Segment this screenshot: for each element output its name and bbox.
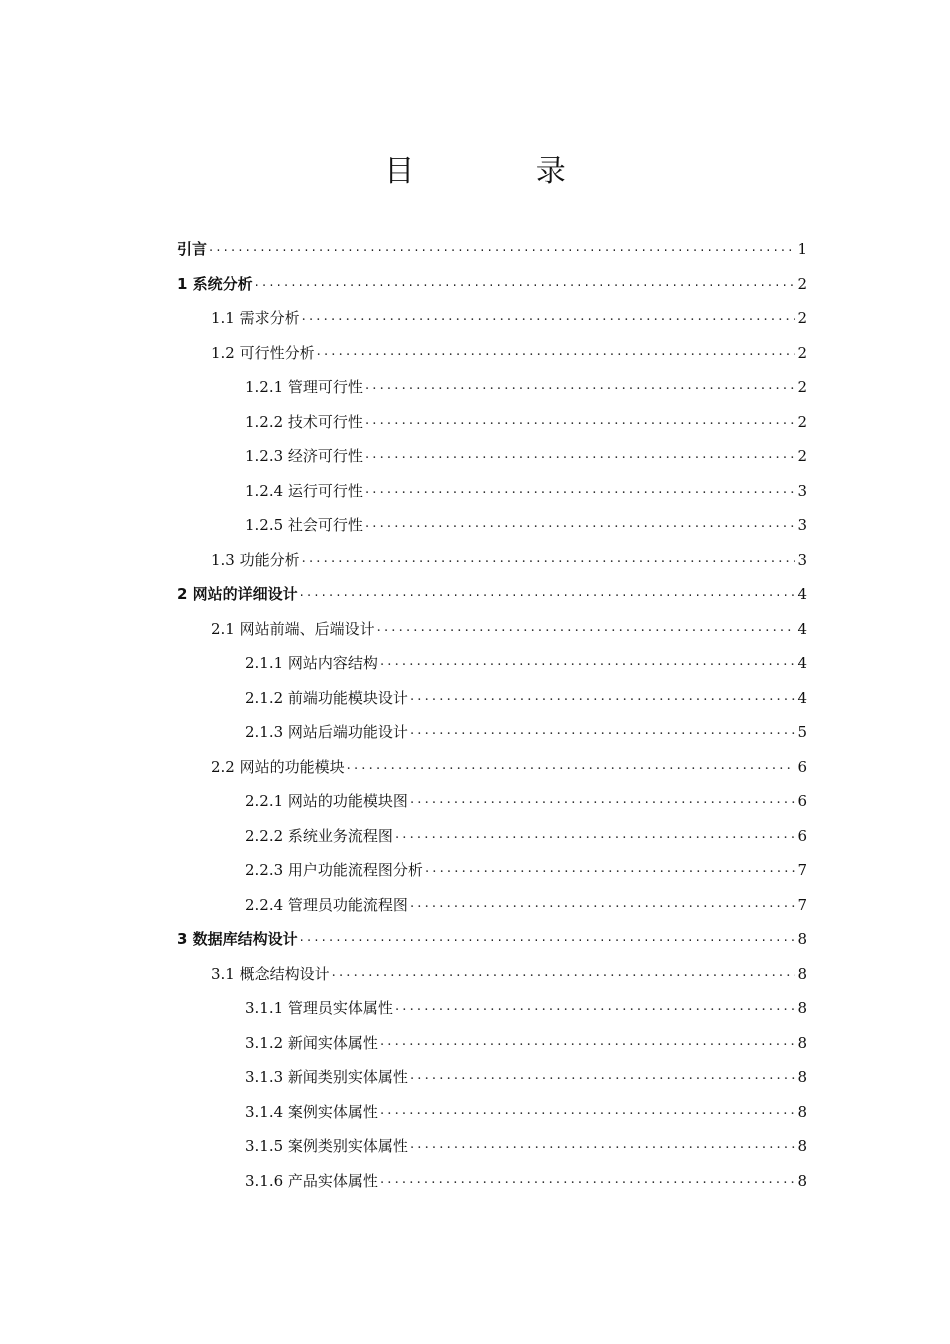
toc-entry-label: 1.2.2 技术可行性 [245, 412, 363, 431]
toc-entry[interactable] [211, 612, 807, 646]
toc-dot-leader [380, 1026, 796, 1060]
toc-entry-label: 2.2.1 网站的功能模块图 [245, 792, 408, 810]
toc-entry[interactable] [245, 474, 807, 508]
toc-entry-label: 2.2 网站的功能模块 [211, 757, 345, 776]
toc-page-number: 6 [797, 757, 807, 776]
toc-dot-leader [410, 888, 796, 922]
toc-entry[interactable] [245, 439, 807, 473]
toc-page-number: 8 [797, 1137, 807, 1155]
toc-entry[interactable] [177, 232, 807, 266]
toc-entry-label: 2.2.4 管理员功能流程图 [245, 895, 408, 914]
toc-page-number: 8 [797, 964, 807, 983]
toc-dot-leader [410, 681, 796, 715]
toc-entry-label: 3 数据库结构设计 [177, 930, 298, 948]
toc-page-number: 2 [797, 343, 807, 362]
toc-entry-label: 1.2.4 运行可行性 [245, 481, 363, 500]
toc-page-number: 2 [797, 309, 807, 327]
toc-entry-label: 1.2.1 管理可行性 [245, 378, 363, 396]
toc-page-number: 8 [797, 1102, 807, 1121]
toc-entry[interactable] [211, 301, 807, 335]
toc-dot-leader [377, 612, 796, 646]
toc-entry[interactable] [245, 991, 807, 1025]
toc-entry-label: 1.2 可行性分析 [211, 343, 315, 362]
toc-dot-leader [410, 1060, 796, 1094]
toc-entry-label: 2.1.2 前端功能模块设计 [245, 688, 408, 707]
toc-dot-leader [300, 922, 796, 956]
toc-page-number: 3 [797, 481, 807, 500]
toc-entry-label: 2.1.3 网站后端功能设计 [245, 723, 408, 741]
toc-dot-leader [380, 646, 796, 680]
toc-dot-leader [410, 715, 796, 749]
toc-entry[interactable] [177, 922, 807, 956]
toc-dot-leader [395, 819, 796, 853]
toc-entry[interactable] [245, 715, 807, 749]
toc-entry-label: 1.2.3 经济可行性 [245, 447, 363, 465]
toc-entry[interactable] [211, 957, 807, 991]
toc-entry[interactable] [245, 1095, 807, 1129]
toc-dot-leader [380, 1164, 796, 1198]
toc-page-number: 8 [797, 1033, 807, 1052]
toc-dot-leader [365, 474, 796, 508]
toc-entry[interactable] [211, 336, 807, 370]
toc-entry-label: 3.1.2 新闻实体属性 [245, 1033, 378, 1052]
toc-dot-leader [380, 1095, 796, 1129]
toc-page-number: 8 [797, 1068, 807, 1086]
toc-dot-leader [395, 991, 796, 1025]
toc-entry[interactable] [177, 577, 807, 611]
toc-entry[interactable] [245, 1129, 807, 1163]
toc-dot-leader [365, 405, 796, 439]
toc-entry[interactable] [211, 543, 807, 577]
toc-page-number: 1 [797, 240, 807, 258]
toc-entry-label: 2.2.2 系统业务流程图 [245, 826, 393, 845]
toc-page-number: 8 [797, 1171, 807, 1190]
toc-page-number: 7 [797, 895, 807, 914]
toc-dot-leader [300, 577, 796, 611]
toc-entry-label: 3.1.6 产品实体属性 [245, 1171, 378, 1190]
toc-entry[interactable] [245, 646, 807, 680]
toc-page-number: 6 [797, 792, 807, 810]
toc-page-number: 5 [797, 723, 807, 741]
toc-entry[interactable] [245, 681, 807, 715]
toc-dot-leader [365, 508, 796, 542]
toc-page-number: 3 [797, 550, 807, 569]
toc-title: 目 录 [384, 154, 622, 189]
toc-page-number: 6 [797, 826, 807, 845]
toc-entry[interactable] [245, 819, 807, 853]
toc-dot-leader [317, 336, 796, 370]
toc-entry-label: 2.2.3 用户功能流程图分析 [245, 861, 423, 879]
toc-dot-leader [255, 267, 796, 301]
toc-page-number: 2 [797, 412, 807, 431]
toc-page-number: 4 [797, 585, 807, 603]
toc-entry[interactable] [245, 1164, 807, 1198]
toc-page-number: 8 [797, 930, 807, 948]
toc-entry-label: 3.1.3 新闻类别实体属性 [245, 1068, 408, 1086]
toc-page-number: 3 [797, 516, 807, 534]
toc-dot-leader [365, 370, 796, 404]
toc-entry-label: 1.2.5 社会可行性 [245, 516, 363, 534]
toc-dot-leader [425, 853, 796, 887]
toc-dot-leader [332, 957, 796, 991]
toc-entry-label: 3.1.4 案例实体属性 [245, 1102, 378, 1121]
toc-page-number: 7 [797, 861, 807, 879]
toc-page-number: 2 [797, 447, 807, 465]
toc-entry-label: 3.1.5 案例类别实体属性 [245, 1137, 408, 1155]
toc-entry-label: 2 网站的详细设计 [177, 585, 298, 603]
toc-entry-label: 1.3 功能分析 [211, 550, 300, 569]
toc-entry-label: 1 系统分析 [177, 274, 253, 293]
toc-entry[interactable] [177, 267, 807, 301]
toc-entry[interactable] [245, 405, 807, 439]
toc-entry[interactable] [245, 853, 807, 887]
toc-page-number: 4 [797, 688, 807, 707]
toc-entry[interactable] [245, 370, 807, 404]
toc-entry[interactable] [245, 1026, 807, 1060]
toc-dot-leader [302, 543, 796, 577]
toc-entry-label: 引言 [177, 240, 208, 258]
toc-entry-label: 1.1 需求分析 [211, 309, 300, 327]
toc-entry[interactable] [245, 784, 807, 818]
toc-page-number: 2 [797, 378, 807, 396]
toc-page-number: 4 [797, 654, 807, 672]
toc-entry[interactable] [245, 508, 807, 542]
toc-dot-leader [365, 439, 796, 473]
toc-page-number: 2 [797, 274, 807, 293]
toc-page-number: 8 [797, 999, 807, 1017]
toc-page-number: 4 [797, 619, 807, 638]
toc-dot-leader [410, 1129, 796, 1163]
toc-entry-label: 3.1.1 管理员实体属性 [245, 999, 393, 1017]
toc-entry[interactable] [245, 888, 807, 922]
toc-entry-label: 3.1 概念结构设计 [211, 964, 330, 983]
toc-dot-leader [347, 750, 796, 784]
toc-entry[interactable] [245, 1060, 807, 1094]
toc-dot-leader [209, 232, 795, 266]
toc-dot-leader [302, 301, 796, 335]
toc-entry[interactable] [211, 750, 807, 784]
toc-entry-label: 2.1 网站前端、后端设计 [211, 619, 375, 638]
toc-entry-label: 2.1.1 网站内容结构 [245, 654, 378, 672]
toc-dot-leader [410, 784, 796, 818]
